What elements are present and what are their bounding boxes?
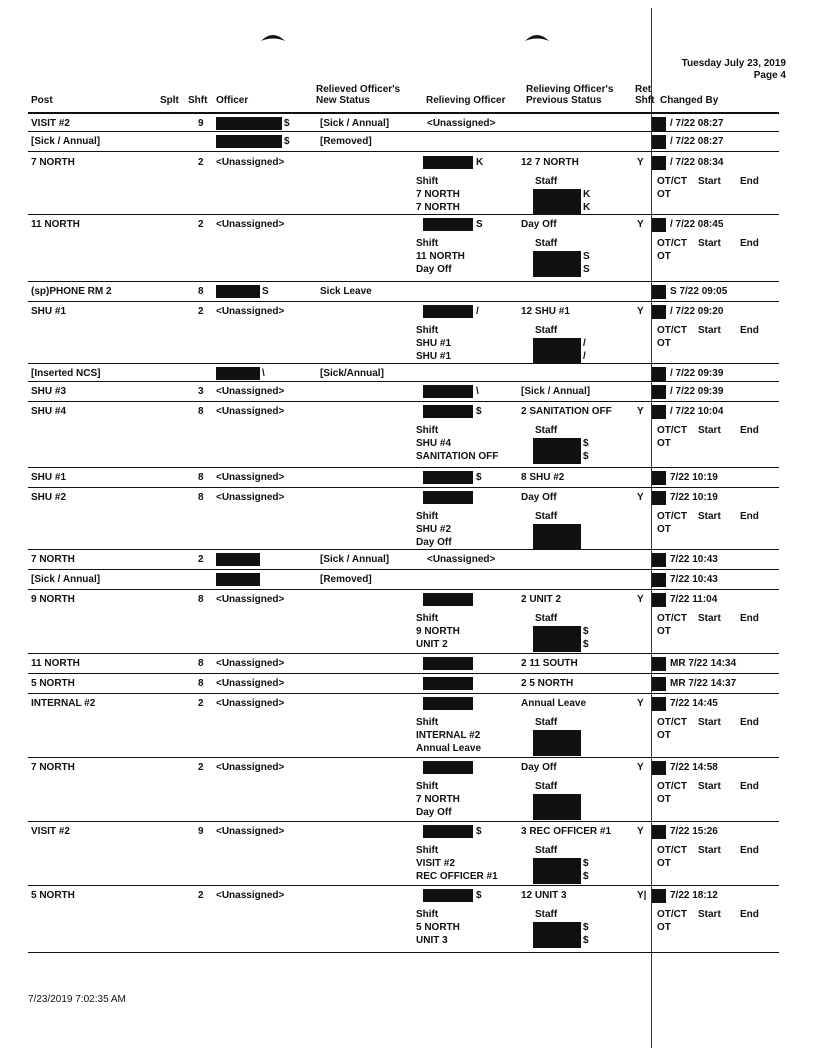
row-officer: <Unassigned> [216, 386, 285, 397]
row-relieving-officer: $ [476, 890, 482, 901]
row-post: SHU #3 [31, 386, 67, 397]
redaction-block [652, 697, 666, 711]
row-previous-status: 12 7 NORTH [521, 157, 579, 168]
row-officer: \ [262, 368, 265, 379]
detail-start-label: Start [698, 238, 721, 249]
row-changed-by: 7/22 18:12 [670, 890, 718, 901]
redaction-block [423, 471, 473, 484]
redaction-block [423, 825, 473, 838]
row-divider [28, 401, 779, 402]
detail-ot-value: OT [657, 338, 671, 349]
detail-shift-label: Shift [416, 511, 439, 522]
row-post: 7 NORTH [31, 762, 75, 773]
detail-post: SHU #1 [416, 338, 452, 349]
detail-otct-label: OT/CT [657, 909, 687, 920]
redaction-block [533, 438, 581, 464]
detail-otct-label: OT/CT [657, 717, 687, 728]
row-post: VISIT #2 [31, 118, 70, 129]
redaction-block [533, 794, 581, 820]
row-new-status: [Sick / Annual] [320, 118, 390, 129]
row-post: (sp)PHONE RM 2 [31, 286, 112, 297]
detail-end-label: End [740, 909, 759, 920]
detail-staff: K [583, 189, 591, 200]
row-officer: <Unassigned> [216, 826, 285, 837]
detail-end-label: End [740, 781, 759, 792]
row-changed-by: / 7/22 08:27 [670, 136, 724, 147]
detail-otct-label: OT/CT [657, 511, 687, 522]
detail-otct-label: OT/CT [657, 845, 687, 856]
detail-staff-label: Staff [535, 325, 558, 336]
row-new-status: [Sick / Annual] [320, 554, 390, 565]
punch-mark-icon [260, 32, 286, 42]
row-return-shift: Y [637, 492, 644, 503]
row-post: 11 NORTH [31, 658, 80, 669]
detail-shift-label: Shift [416, 325, 439, 336]
row-changed-by: / 7/22 08:45 [670, 219, 724, 230]
detail-staff-label: Staff [535, 717, 558, 728]
row-shift: 9 [198, 118, 204, 129]
redaction-block [652, 553, 666, 567]
row-post: [Inserted NCS] [31, 368, 101, 379]
detail-shift-label: Shift [416, 613, 439, 624]
row-shift: 8 [198, 678, 204, 689]
detail-start-label: Start [698, 511, 721, 522]
detail-end-label: End [740, 176, 759, 187]
row-divider [28, 549, 779, 550]
row-return-shift: Y [637, 219, 644, 230]
redaction-block [216, 367, 260, 380]
detail-staff: $ [583, 451, 589, 462]
redaction-block [533, 524, 581, 550]
row-divider [28, 281, 779, 282]
redaction-block [652, 285, 666, 299]
redaction-block [652, 385, 666, 399]
detail-staff: $ [583, 639, 589, 650]
detail-end-label: End [740, 845, 759, 856]
row-officer: <Unassigned> [216, 219, 285, 230]
redaction-block [652, 761, 666, 775]
detail-staff-label: Staff [535, 238, 558, 249]
col-relieved-status-1: Relieved Officer's [316, 84, 401, 95]
row-new-status: [Removed] [320, 574, 372, 585]
row-previous-status: 2 UNIT 2 [521, 594, 562, 605]
row-shift: 2 [198, 306, 204, 317]
row-post: SHU #2 [31, 492, 67, 503]
col-officer: Officer [216, 95, 249, 106]
row-previous-status: Day Off [521, 492, 557, 503]
row-return-shift: Y| [637, 890, 647, 901]
detail-staff: S [583, 251, 590, 262]
detail-shift-label: Shift [416, 909, 439, 920]
row-previous-status: 2 5 NORTH [521, 678, 574, 689]
page-number: Page 4 [753, 70, 786, 81]
detail-post: VISIT #2 [416, 858, 455, 869]
row-officer: $ [284, 136, 290, 147]
detail-shift-label: Shift [416, 845, 439, 856]
row-officer: <Unassigned> [216, 698, 285, 709]
redaction-block [652, 218, 666, 232]
redaction-block [533, 251, 581, 277]
detail-staff-label: Staff [535, 511, 558, 522]
row-shift: 8 [198, 406, 204, 417]
row-post: 9 NORTH [31, 594, 75, 605]
detail-ot-value: OT [657, 730, 671, 741]
row-previous-status: 12 SHU #1 [521, 306, 570, 317]
row-new-status: [Sick/Annual] [320, 368, 384, 379]
redaction-block [533, 858, 581, 884]
detail-staff-label: Staff [535, 176, 558, 187]
row-previous-status: 8 SHU #2 [521, 472, 565, 483]
detail-ot-value: OT [657, 251, 671, 262]
redaction-block [423, 697, 473, 710]
redaction-block [652, 889, 666, 903]
row-relieving-officer: \ [476, 386, 479, 397]
row-post: SHU #1 [31, 472, 67, 483]
redaction-block [652, 573, 666, 587]
redaction-block [533, 626, 581, 652]
row-relieving-officer: $ [476, 472, 482, 483]
detail-staff: $ [583, 626, 589, 637]
redaction-block [652, 117, 666, 131]
detail-previous: Annual Leave [416, 743, 482, 754]
redaction-block [423, 491, 473, 504]
row-changed-by: 7/22 10:19 [670, 492, 718, 503]
redaction-block [216, 553, 260, 566]
redaction-block [652, 135, 666, 149]
col-ret: Ret [635, 84, 652, 95]
detail-post: SHU #4 [416, 438, 452, 449]
detail-start-label: Start [698, 845, 721, 856]
redaction-block [652, 367, 666, 381]
detail-start-label: Start [698, 425, 721, 436]
redaction-block [652, 825, 666, 839]
row-changed-by: 7/22 10:43 [670, 574, 718, 585]
col-relieving-officer: Relieving Officer [426, 95, 506, 106]
detail-previous: Day Off [416, 807, 452, 818]
row-changed-by: 7/22 14:45 [670, 698, 718, 709]
report-date: Tuesday July 23, 2019 [681, 58, 786, 69]
row-relieving-officer: <Unassigned> [427, 118, 496, 129]
row-officer: S [262, 286, 269, 297]
detail-end-label: End [740, 325, 759, 336]
row-changed-by: MR 7/22 14:37 [670, 678, 737, 689]
detail-previous: Day Off [416, 264, 452, 275]
row-shift: 8 [198, 658, 204, 669]
detail-end-label: End [740, 425, 759, 436]
row-previous-status: Day Off [521, 219, 557, 230]
row-previous-status: Day Off [521, 762, 557, 773]
row-officer: <Unassigned> [216, 306, 285, 317]
detail-start-label: Start [698, 325, 721, 336]
detail-end-label: End [740, 613, 759, 624]
detail-otct-label: OT/CT [657, 238, 687, 249]
redaction-block [533, 189, 581, 215]
detail-previous: REC OFFICER #1 [416, 871, 498, 882]
detail-staff-label: Staff [535, 909, 558, 920]
redaction-block [423, 385, 473, 398]
row-relieving-officer: S [476, 219, 483, 230]
row-changed-by: / 7/22 09:39 [670, 368, 724, 379]
row-post: SHU #4 [31, 406, 67, 417]
detail-previous: SHU #1 [416, 351, 452, 362]
redaction-block [652, 305, 666, 319]
row-return-shift: Y [637, 306, 644, 317]
detail-end-label: End [740, 717, 759, 728]
row-relieving-officer: / [476, 306, 479, 317]
redaction-block [652, 471, 666, 485]
detail-previous: Day Off [416, 537, 452, 548]
row-officer: <Unassigned> [216, 890, 285, 901]
redaction-block [216, 135, 282, 148]
detail-otct-label: OT/CT [657, 325, 687, 336]
detail-post: 7 NORTH [416, 794, 460, 805]
row-post: [Sick / Annual] [31, 136, 101, 147]
redaction-block [423, 405, 473, 418]
redaction-block [423, 218, 473, 231]
row-previous-status: 2 11 SOUTH [521, 658, 578, 669]
redaction-block [533, 338, 581, 364]
row-return-shift: Y [637, 698, 644, 709]
detail-staff: $ [583, 871, 589, 882]
detail-ot-value: OT [657, 524, 671, 535]
detail-start-label: Start [698, 613, 721, 624]
row-post: VISIT #2 [31, 826, 70, 837]
col-shft: Shft [188, 95, 208, 106]
row-divider [28, 885, 779, 886]
row-return-shift: Y [637, 594, 644, 605]
row-changed-by: / 7/22 10:04 [670, 406, 724, 417]
row-changed-by: / 7/22 09:39 [670, 386, 724, 397]
row-changed-by: / 7/22 09:20 [670, 306, 724, 317]
row-shift: 2 [198, 157, 204, 168]
detail-staff: $ [583, 858, 589, 869]
detail-post: 5 NORTH [416, 922, 460, 933]
detail-otct-label: OT/CT [657, 176, 687, 187]
row-officer: <Unassigned> [216, 406, 285, 417]
detail-ot-value: OT [657, 794, 671, 805]
col-relieved-status-2: New Status [316, 95, 370, 106]
detail-ot-value: OT [657, 858, 671, 869]
row-officer: <Unassigned> [216, 492, 285, 503]
col-changed-by: Changed By [660, 95, 719, 106]
row-divider [28, 757, 779, 758]
detail-ot-value: OT [657, 189, 671, 200]
row-officer: <Unassigned> [216, 658, 285, 669]
detail-start-label: Start [698, 909, 721, 920]
detail-shift-label: Shift [416, 717, 439, 728]
row-changed-by: / 7/22 08:27 [670, 118, 724, 129]
row-post: 7 NORTH [31, 157, 75, 168]
row-previous-status: 2 SANITATION OFF [521, 406, 612, 417]
detail-otct-label: OT/CT [657, 613, 687, 624]
redaction-block [423, 761, 473, 774]
row-shift: 8 [198, 594, 204, 605]
redaction-block [652, 677, 666, 691]
row-divider [28, 301, 779, 302]
row-divider [28, 693, 779, 694]
col-relieving-prev-1: Relieving Officer's [526, 84, 614, 95]
row-officer: $ [284, 118, 290, 129]
row-divider [28, 821, 779, 822]
punch-mark-icon [524, 32, 550, 42]
detail-start-label: Start [698, 176, 721, 187]
detail-previous: UNIT 3 [416, 935, 448, 946]
row-shift: 2 [198, 219, 204, 230]
redaction-block [533, 730, 581, 756]
redaction-block [423, 677, 473, 690]
row-divider [28, 487, 779, 488]
row-return-shift: Y [637, 406, 644, 417]
redaction-block [652, 491, 666, 505]
row-relieving-officer: <Unassigned> [427, 554, 496, 565]
redaction-block [423, 305, 473, 318]
detail-otct-label: OT/CT [657, 781, 687, 792]
row-shift: 2 [198, 890, 204, 901]
row-changed-by: 7/22 10:43 [670, 554, 718, 565]
row-officer: <Unassigned> [216, 678, 285, 689]
row-divider [28, 673, 779, 674]
redaction-block [216, 573, 260, 586]
detail-staff: / [583, 338, 586, 349]
detail-end-label: End [740, 511, 759, 522]
redaction-block [423, 889, 473, 902]
detail-staff: $ [583, 935, 589, 946]
detail-post: SHU #2 [416, 524, 452, 535]
detail-shift-label: Shift [416, 176, 439, 187]
redaction-block [423, 593, 473, 606]
detail-staff: K [583, 202, 591, 213]
row-previous-status: 3 REC OFFICER #1 [521, 826, 612, 837]
header-rule [28, 112, 779, 114]
row-divider [28, 653, 779, 654]
row-changed-by: 7/22 15:26 [670, 826, 718, 837]
row-post: 11 NORTH [31, 219, 80, 230]
detail-ot-value: OT [657, 626, 671, 637]
redaction-block [216, 285, 260, 298]
row-post: 5 NORTH [31, 890, 75, 901]
detail-start-label: Start [698, 781, 721, 792]
col-post: Post [31, 95, 53, 106]
redaction-block [423, 156, 473, 169]
row-shift: 2 [198, 762, 204, 773]
redaction-block [423, 657, 473, 670]
col-splt: Splt [160, 95, 179, 106]
detail-ot-value: OT [657, 438, 671, 449]
row-officer: <Unassigned> [216, 157, 285, 168]
row-changed-by: MR 7/22 14:34 [670, 658, 737, 669]
detail-staff-label: Staff [535, 425, 558, 436]
detail-end-label: End [740, 238, 759, 249]
row-changed-by: 7/22 10:19 [670, 472, 718, 483]
row-return-shift: Y [637, 826, 644, 837]
row-shift: 8 [198, 286, 204, 297]
row-relieving-officer: $ [476, 826, 482, 837]
detail-staff: S [583, 264, 590, 275]
detail-staff-label: Staff [535, 845, 558, 856]
row-shift: 2 [198, 554, 204, 565]
col-shft2: Shft [635, 95, 655, 106]
redaction-block [652, 657, 666, 671]
row-previous-status: 12 UNIT 3 [521, 890, 567, 901]
detail-shift-label: Shift [416, 238, 439, 249]
redaction-block [533, 922, 581, 948]
detail-staff: / [583, 351, 586, 362]
detail-staff: $ [583, 438, 589, 449]
detail-staff: $ [583, 922, 589, 933]
row-previous-status: Annual Leave [521, 698, 587, 709]
row-changed-by: / 7/22 08:34 [670, 157, 724, 168]
row-new-status: Sick Leave [320, 286, 372, 297]
row-changed-by: 7/22 14:58 [670, 762, 718, 773]
row-divider [28, 589, 779, 590]
redaction-block [652, 593, 666, 607]
row-new-status: [Removed] [320, 136, 372, 147]
redaction-block [652, 405, 666, 419]
col-relieving-prev-2: Previous Status [526, 95, 602, 106]
row-shift: 8 [198, 472, 204, 483]
row-post: 7 NORTH [31, 554, 75, 565]
detail-post: INTERNAL #2 [416, 730, 481, 741]
row-divider [28, 151, 779, 152]
detail-staff-label: Staff [535, 781, 558, 792]
row-return-shift: Y [637, 157, 644, 168]
detail-shift-label: Shift [416, 425, 439, 436]
detail-previous: 7 NORTH [416, 202, 460, 213]
row-post: [Sick / Annual] [31, 574, 101, 585]
detail-post: 9 NORTH [416, 626, 460, 637]
row-divider [28, 214, 779, 215]
row-shift: 8 [198, 492, 204, 503]
row-divider [28, 467, 779, 468]
row-shift: 2 [198, 698, 204, 709]
detail-post: 7 NORTH [416, 189, 460, 200]
detail-shift-label: Shift [416, 781, 439, 792]
footer-timestamp: 7/23/2019 7:02:35 AM [28, 994, 126, 1005]
row-post: INTERNAL #2 [31, 698, 96, 709]
row-officer: <Unassigned> [216, 472, 285, 483]
row-changed-by: 7/22 11:04 [670, 594, 718, 605]
row-divider [28, 131, 779, 132]
row-relieving-officer: $ [476, 406, 482, 417]
row-previous-status: [Sick / Annual] [521, 386, 591, 397]
redaction-block [216, 117, 282, 130]
row-officer: <Unassigned> [216, 594, 285, 605]
row-post: 5 NORTH [31, 678, 75, 689]
detail-previous: UNIT 2 [416, 639, 448, 650]
row-divider [28, 952, 779, 953]
row-officer: <Unassigned> [216, 762, 285, 773]
redaction-block [652, 156, 666, 170]
row-shift: 3 [198, 386, 204, 397]
row-relieving-officer: K [476, 157, 484, 168]
row-divider [28, 569, 779, 570]
detail-post: 11 NORTH [416, 251, 465, 262]
row-post: SHU #1 [31, 306, 67, 317]
row-divider [28, 381, 779, 382]
detail-start-label: Start [698, 717, 721, 728]
row-return-shift: Y [637, 762, 644, 773]
row-changed-by: S 7/22 09:05 [670, 286, 728, 297]
detail-staff-label: Staff [535, 613, 558, 624]
row-shift: 9 [198, 826, 204, 837]
detail-previous: SANITATION OFF [416, 451, 499, 462]
detail-ot-value: OT [657, 922, 671, 933]
detail-otct-label: OT/CT [657, 425, 687, 436]
row-divider [28, 363, 779, 364]
